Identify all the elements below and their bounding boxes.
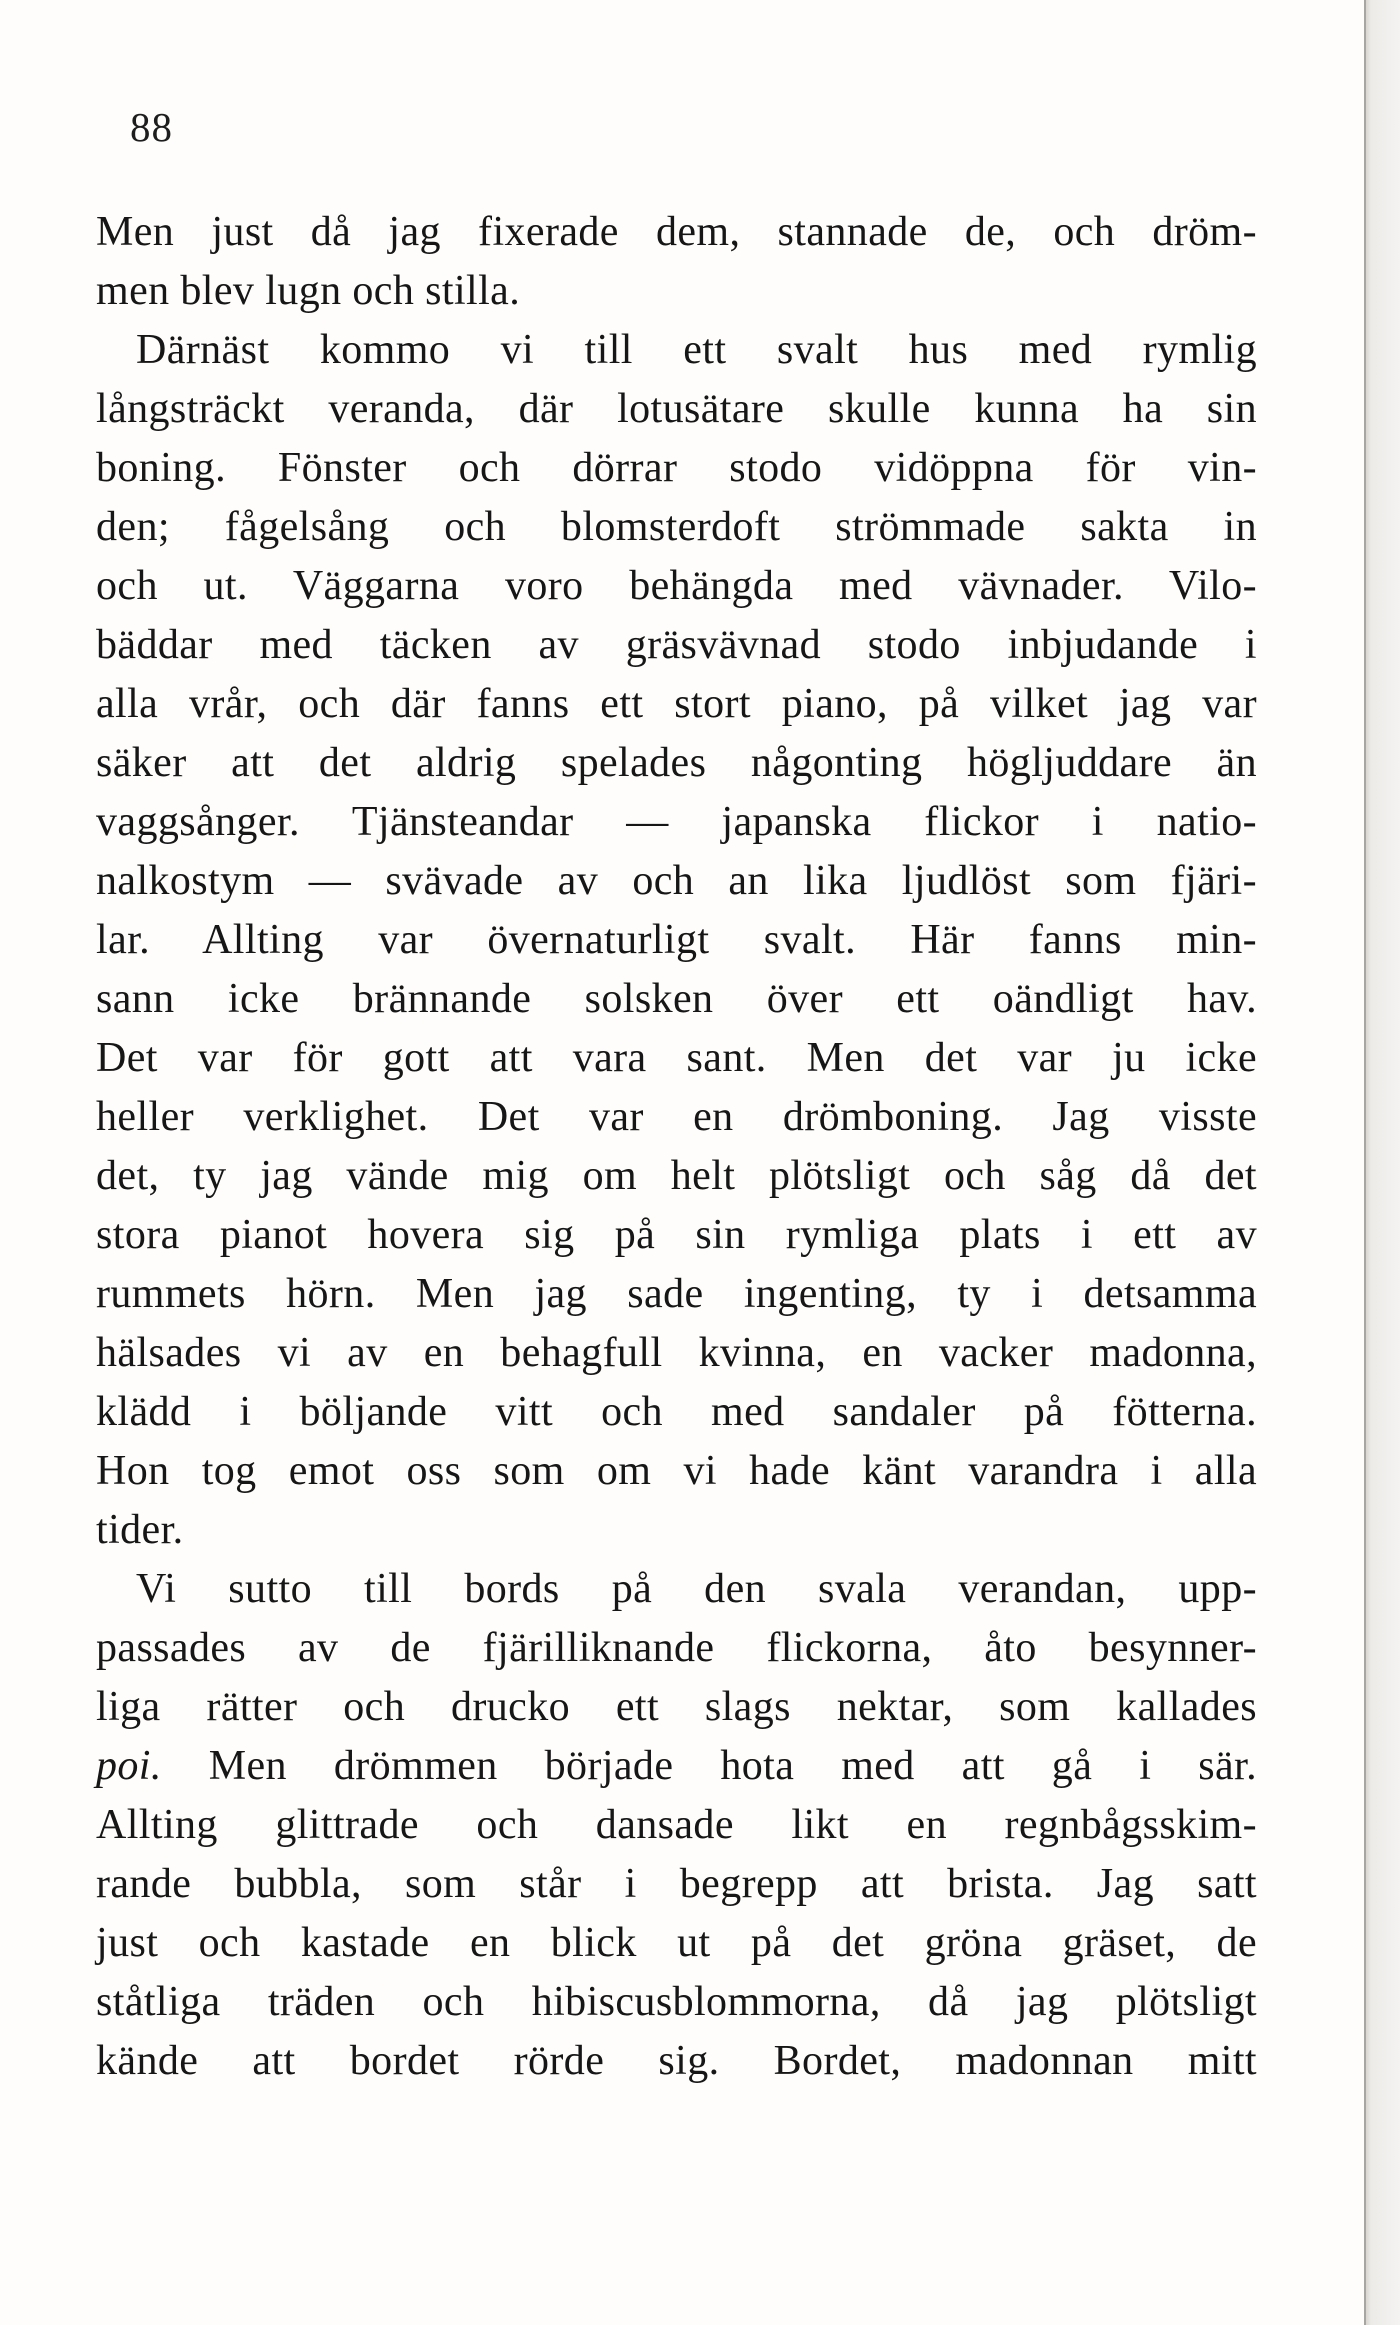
text-line: det, ty jag vände mig om helt plötsligt och såg då det: [96, 1153, 1257, 1199]
text-line: klädd i böljande vitt och med sandaler på fötterna.: [96, 1389, 1257, 1435]
text-line: säker att det aldrig spelades någonting högljuddare än: [96, 740, 1257, 786]
text-line: passades av de fjärilliknande flickorna, åto besynner-: [96, 1625, 1257, 1671]
text-line: men blev lugn och stilla.: [96, 268, 521, 314]
text-line: och ut. Väggarna voro behängda med vävnader. Vilo-: [96, 563, 1257, 609]
text-line: ståtliga träden och hibiscusblommorna, då jag plötsligt: [96, 1979, 1257, 2025]
text-line: långsträckt veranda, där lotusätare skulle kunna ha sin: [96, 386, 1257, 432]
text-line: den; fågelsång och blomsterdoft strömmade sakta in: [96, 504, 1257, 550]
body-text: [96, 203, 1257, 2091]
text-fragment: Men drömmen började hota med att gå i sär.: [208, 1743, 1257, 1789]
page-edge-shadow: [1366, 0, 1400, 2325]
text-line: tider.: [96, 1507, 184, 1553]
text-line: heller verklighet. Det var en drömboning. Jag visste: [96, 1094, 1257, 1140]
text-line: Därnäst kommo vi till ett svalt hus med rymlig: [136, 327, 1257, 373]
text-line: [96, 1737, 1257, 1796]
text-line: rande bubbla, som står i begrepp att brista. Jag satt: [96, 1861, 1257, 1907]
text-line: alla vrår, och där fanns ett stort piano, på vilket jag var: [96, 681, 1257, 727]
text-line: Hon tog emot oss som om vi hade känt varandra i alla: [96, 1448, 1257, 1494]
text-line: Det var för gott att vara sant. Men det var ju icke: [96, 1035, 1257, 1081]
page-number: 88: [130, 104, 173, 150]
text-line: boning. Fönster och dörrar stodo vidöppna för vin-: [96, 445, 1257, 491]
text-line: vaggsånger. Tjänsteandar — japanska flickor i natio-: [96, 799, 1257, 845]
text-line: just och kastade en blick ut på det gröna gräset, de: [96, 1920, 1257, 1966]
text-line: stora pianot hovera sig på sin rymliga plats i ett av: [96, 1212, 1257, 1258]
text-line: sann icke brännande solsken över ett oändligt hav.: [96, 976, 1257, 1022]
text-line: rummets hörn. Men jag sade ingenting, ty i detsamma: [96, 1271, 1257, 1317]
text-line: Allting glittrade och dansade likt en regnbågsskim-: [96, 1802, 1257, 1848]
text-line: kände att bordet rörde sig. Bordet, madonnan mitt: [96, 2038, 1257, 2084]
text-line: Men just då jag fixerade dem, stannade de, och dröm-: [96, 209, 1257, 255]
text-line: Vi sutto till bords på den svala verandan, upp-: [136, 1566, 1257, 1612]
italic-word: poi.: [96, 1743, 162, 1789]
text-line: bäddar med täcken av gräsvävnad stodo inbjudande i: [96, 622, 1257, 668]
text-line: nalkostym — svävade av och an lika ljudlöst som fjäri-: [96, 858, 1257, 904]
text-line: lar. Allting var övernaturligt svalt. Här fanns min-: [96, 917, 1257, 963]
text-line: hälsades vi av en behagfull kvinna, en vacker madonna,: [96, 1330, 1257, 1376]
text-line: liga rätter och drucko ett slags nektar, som kallades: [96, 1684, 1257, 1730]
